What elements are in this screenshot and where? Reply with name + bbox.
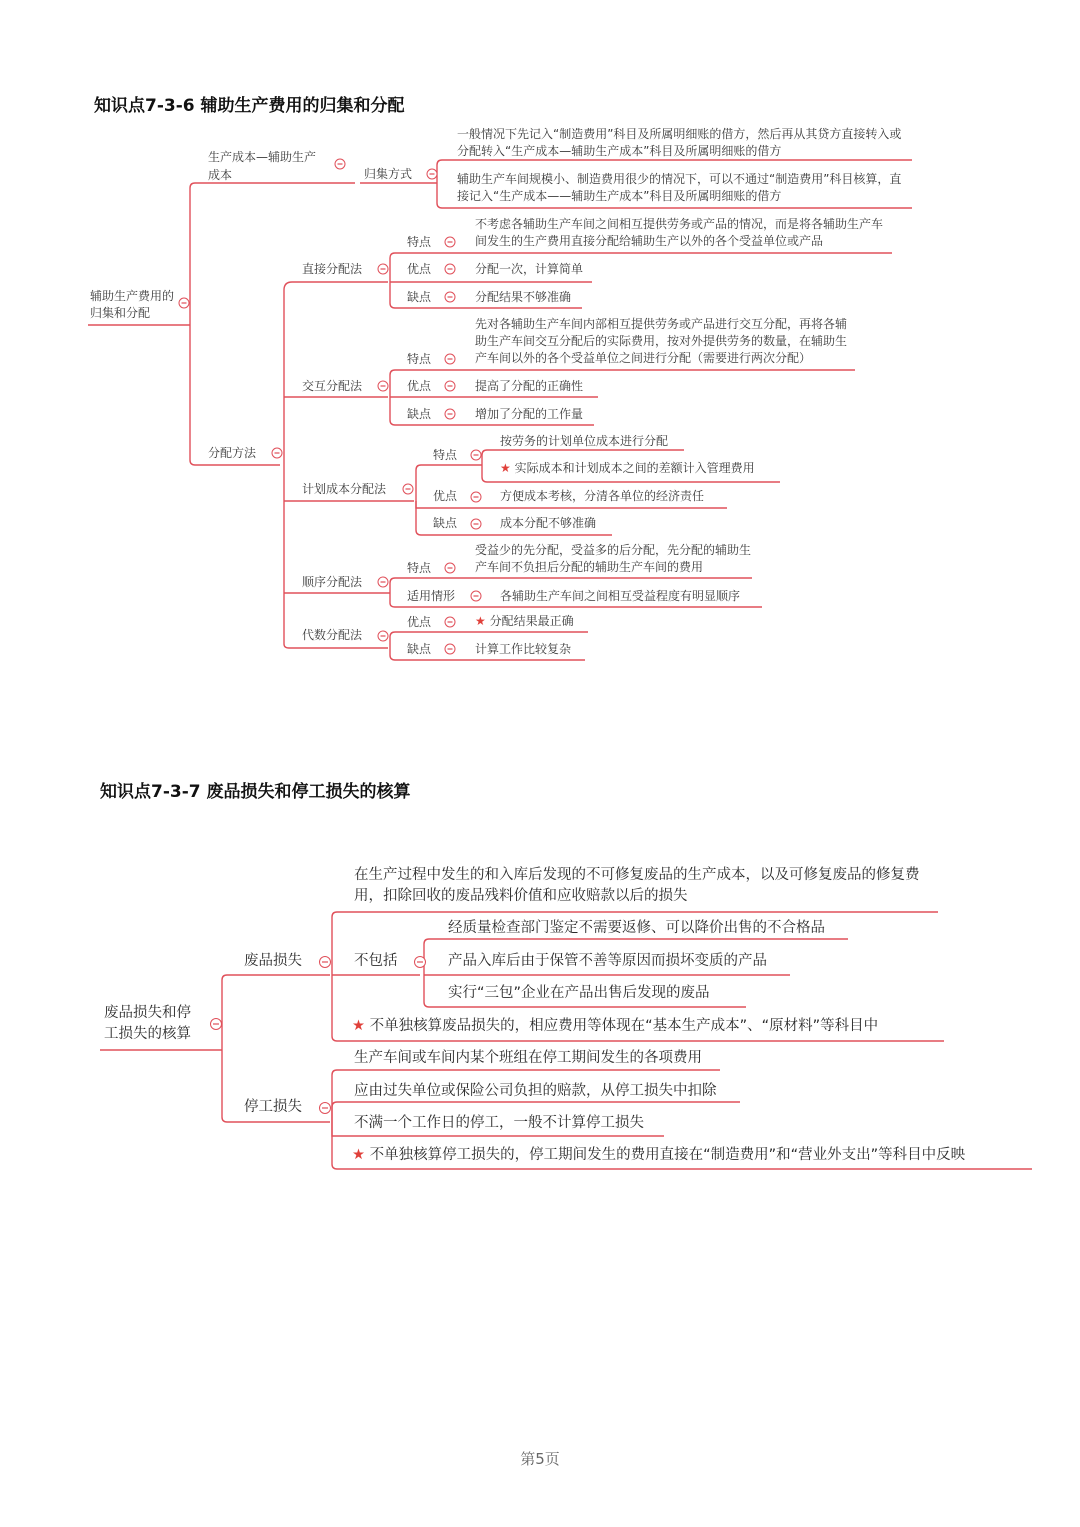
scrap-node: 废品损失 (244, 953, 302, 969)
key-label: 优点 (433, 489, 458, 503)
algebraic-pro: ★ 分配结果最正确 (475, 614, 574, 628)
planned-con: 成本分配不够准确 (500, 516, 597, 530)
direct-con: 分配结果不够准确 (475, 290, 572, 304)
collect-node: 生产成本—辅助生产成本 (208, 150, 317, 182)
sequence-feature: 受益少的先分配，受益多的后分配，先分配的辅助生产车间不负担后分配的辅助生产车间的费用 (475, 543, 752, 574)
planned-feature-2: ★ 实际成本和计划成本之间的差额计入管理费用 (500, 461, 755, 475)
stop-node: 停工损失 (244, 1099, 302, 1115)
interactive-feature: 先对各辅助生产车间内部相互提供劳务或产品进行交互分配，再将各辅助生产车间交互分配后的实际费用，按对外提供劳务的数量，在辅助生产车间以外的各个受益单位之间进行分配（需要进行两次分配） (475, 317, 848, 365)
collect-item-1: 一般情况下先记入“制造费用”科目及所属明细账的借方，然后再从其贷方直接转入或分配转入“生产成本—辅助生产成本”科目及所属明细账的借方 (457, 127, 902, 158)
algebraic-con: 计算工作比较复杂 (475, 642, 572, 656)
method-interactive: 交互分配法 (302, 379, 363, 393)
interactive-pro: 提高了分配的正确性 (475, 379, 584, 393)
root-node: 辅助生产费用的归集和分配 (90, 289, 175, 320)
method-direct: 直接分配法 (302, 262, 363, 276)
section2-title: 知识点7-3-7 废品损失和停工损失的核算 (100, 782, 411, 802)
direct-pro: 分配一次，计算简单 (475, 262, 584, 276)
star-icon: ★ (352, 1147, 365, 1163)
key-label: 缺点 (407, 642, 432, 656)
key-label: 特点 (407, 235, 432, 249)
section1-title: 知识点7-3-6 辅助生产费用的归集和分配 (94, 96, 405, 116)
key-label: 特点 (433, 448, 458, 462)
key-label: 特点 (407, 352, 432, 366)
sequence-scope: 各辅助生产车间之间相互受益程度有明显顺序 (500, 589, 741, 603)
exclude-item-3: 实行“三包”企业在产品出售后发现的废品 (448, 985, 710, 1001)
planned-feature-1: 按劳务的计划单位成本进行分配 (500, 434, 669, 448)
key-label: 优点 (407, 262, 432, 276)
key-label: 缺点 (407, 290, 432, 304)
exclude-item-2: 产品入库后由于保管不善等原因而损坏变质的产品 (448, 953, 767, 969)
key-label: 适用情形 (407, 589, 456, 603)
key-label: 优点 (407, 615, 432, 629)
method-algebraic: 代数分配法 (302, 628, 363, 642)
star-icon: ★ (352, 1018, 365, 1034)
scrap-note: ★ 不单独核算废品损失的，相应费用等体现在“基本生产成本”、“原材料”等科目中 (352, 1018, 879, 1034)
root2-node: 废品损失和停工损失的核算 (104, 1005, 191, 1042)
exclude-item-1: 经质量检查部门鉴定不需要返修、可以降价出售的不合格品 (448, 920, 825, 936)
method-sequence: 顺序分配法 (302, 575, 363, 589)
key-label: 缺点 (433, 516, 458, 530)
collect-method-node: 归集方式 (364, 167, 413, 181)
scrap-definition: 在生产过程中发生的和入库后发现的不可修复废品的生产成本，以及可修复废品的修复费用，扣除回收的废品残料价值和应收赔款以后的损失 (354, 867, 920, 904)
star-icon: ★ (500, 461, 511, 475)
key-label: 特点 (407, 561, 432, 575)
planned-pro: 方便成本考核，分清各单位的经济责任 (500, 489, 705, 503)
direct-feature: 不考虑各辅助生产车间之间相互提供劳务或产品的情况，而是将各辅助生产车间发生的生产费用直接分配给辅助生产以外的各个受益单位或产品 (475, 217, 884, 248)
stop-item-2: 应由过失单位或保险公司负担的赔款，从停工损失中扣除 (354, 1083, 717, 1099)
stop-item-1: 生产车间或车间内某个班组在停工期间发生的各项费用 (354, 1050, 702, 1066)
stop-note: ★ 不单独核算停工损失的，停工期间发生的费用直接在“制造费用”和“营业外支出”等科目中反映 (352, 1147, 966, 1163)
exclude-node: 不包括 (354, 953, 398, 969)
page-number: 第5页 (520, 1450, 560, 1468)
method-planned: 计划成本分配法 (302, 482, 387, 496)
key-label: 优点 (407, 379, 432, 393)
interactive-con: 增加了分配的工作量 (475, 407, 584, 421)
key-label: 缺点 (407, 407, 432, 421)
collect-item-2: 辅助生产车间规模小、制造费用很少的情况下，可以不通过“制造费用”科目核算，直接记入“生产成本——辅助生产成本”科目及所属明细账的借方 (457, 172, 902, 203)
stop-item-3: 不满一个工作日的停工，一般不计算停工损失 (354, 1115, 644, 1131)
alloc-node: 分配方法 (208, 446, 257, 460)
star-icon: ★ (475, 614, 486, 628)
